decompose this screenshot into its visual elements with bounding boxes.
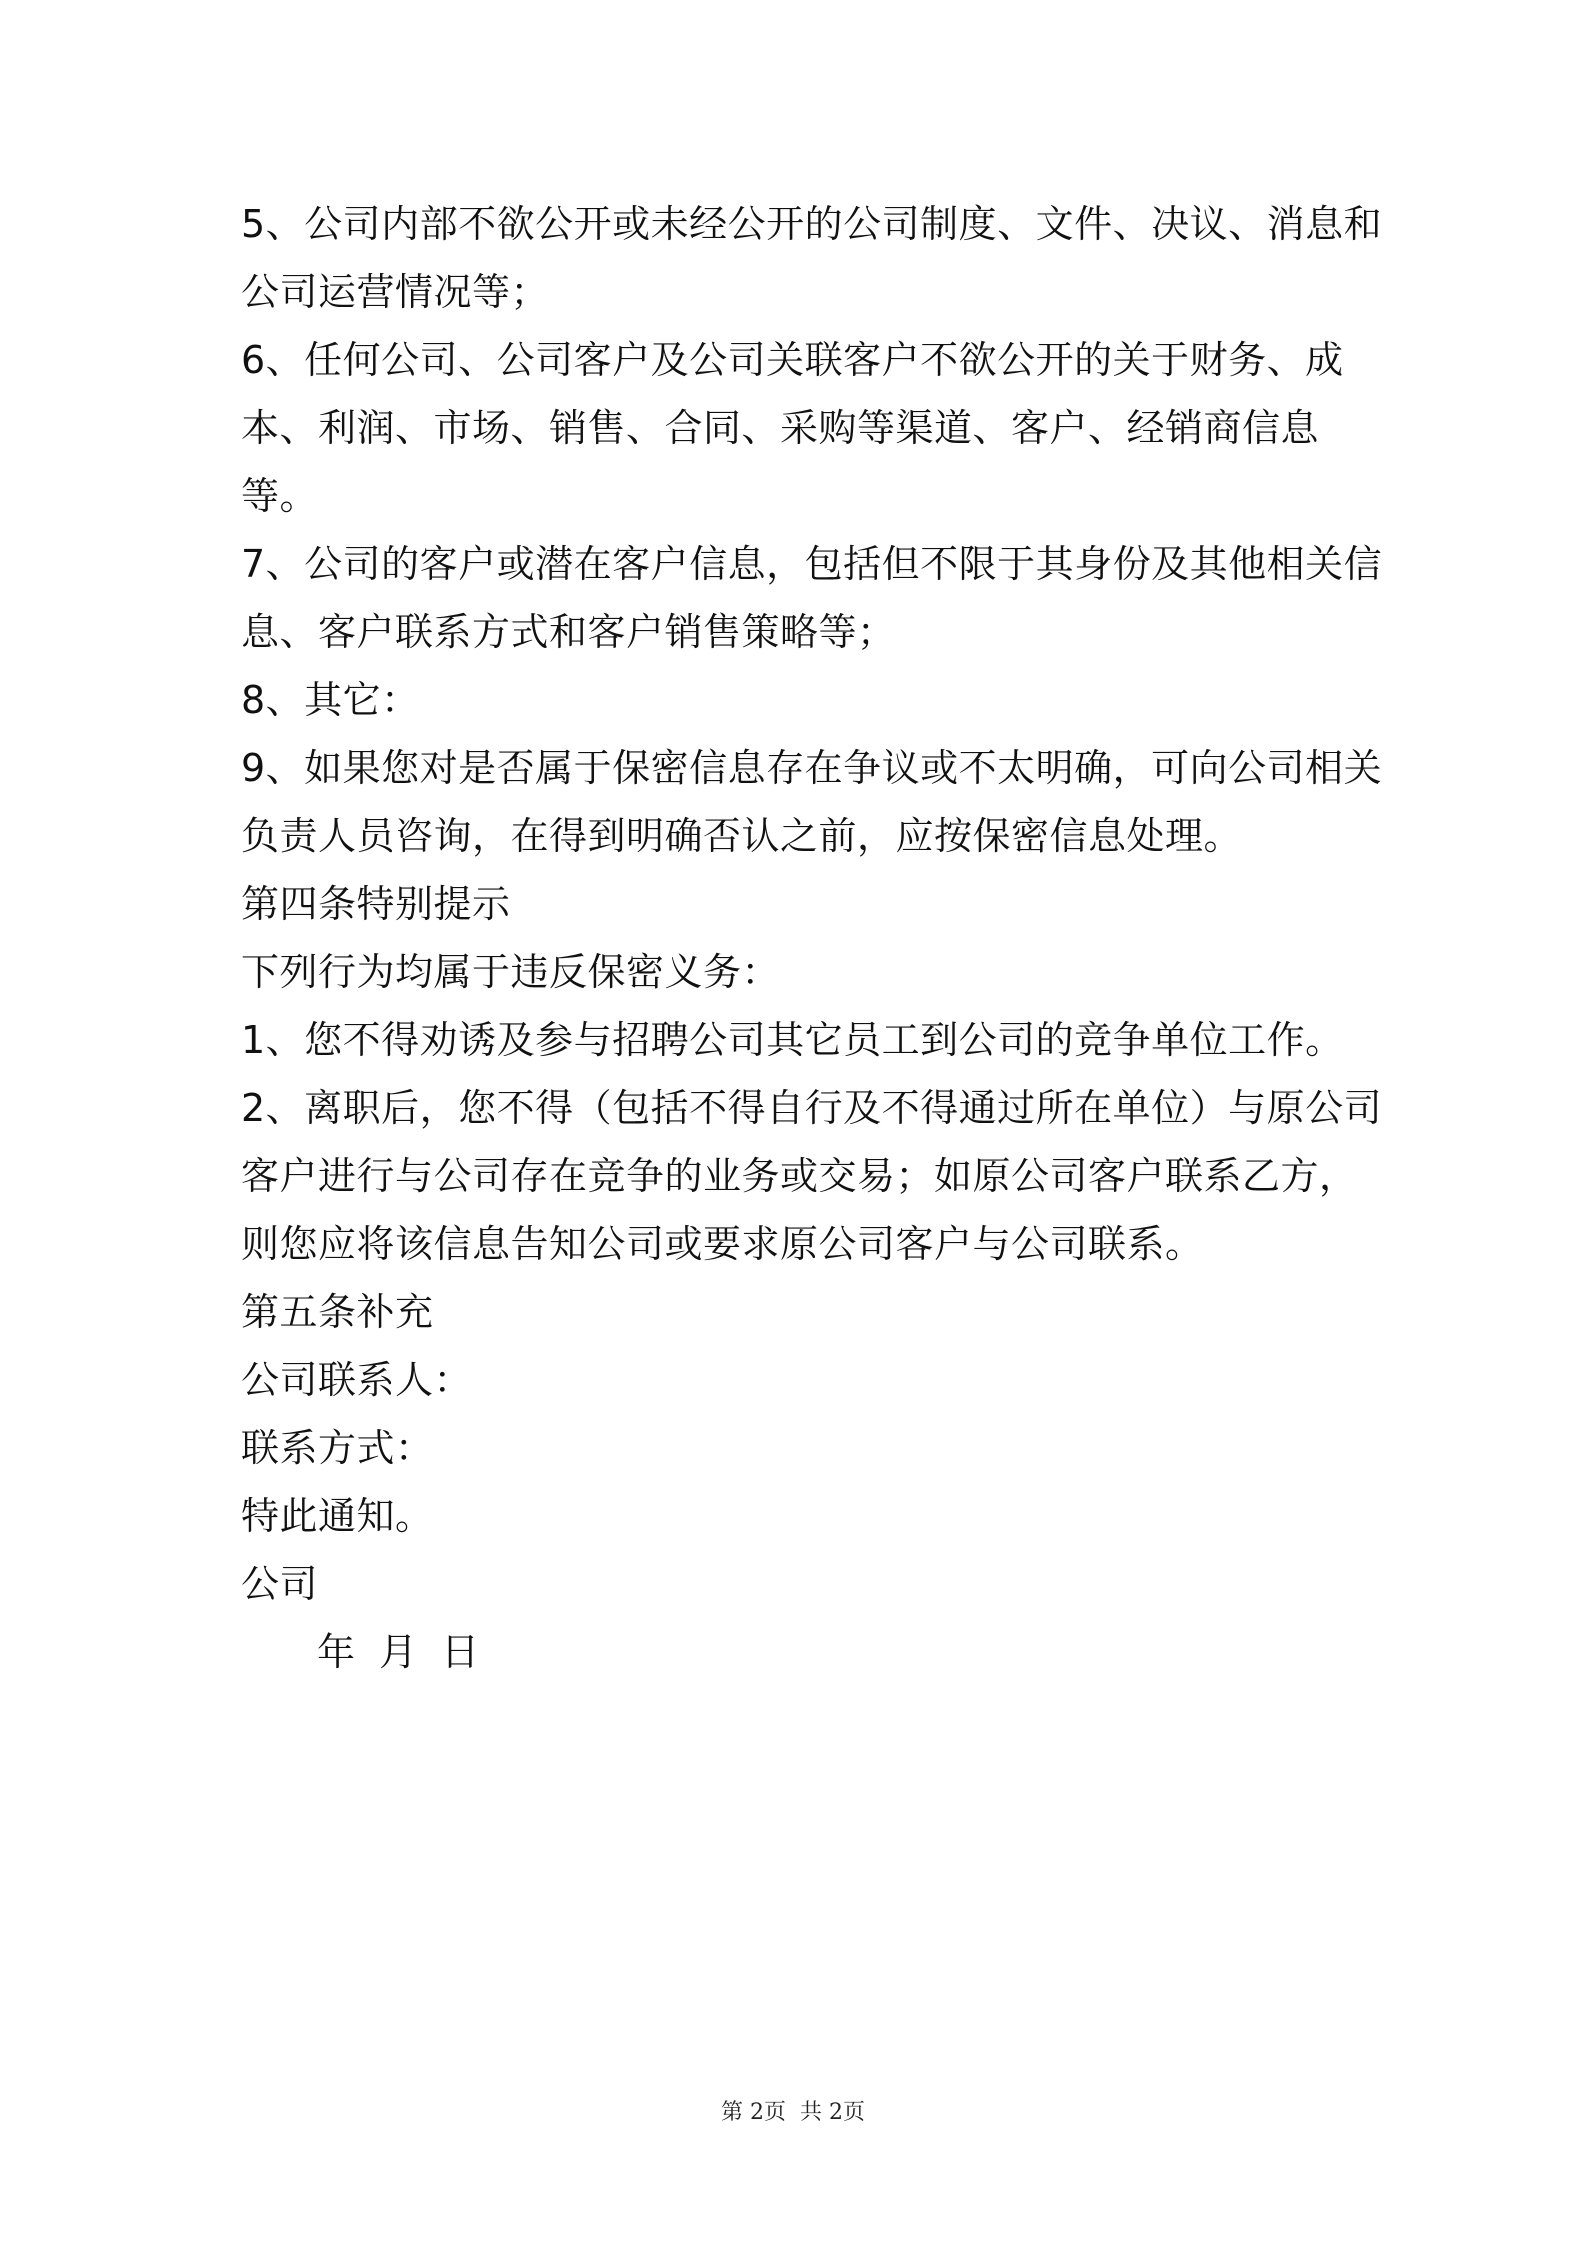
section-heading-4: 第四条特别提示 (241, 882, 511, 926)
text-line-6: 7、公司的客户或潜在客户信息，包括但不限于其身份及其他相关信 (241, 542, 1383, 586)
text-line-9: 9、如果您对是否属于保密信息存在争议或不太明确，可向公司相关 (241, 746, 1383, 790)
text-line-13: 1、您不得劝诱及参与招聘公司其它员工到公司的竞争单位工作。 (241, 1018, 1344, 1062)
text-line-12: 下列行为均属于违反保密义务： (241, 950, 781, 994)
notice-closing-line: 特此通知。 (241, 1494, 434, 1538)
text-line-1: 5、公司内部不欲公开或未经公开的公司制度、文件、决议、消息和 (241, 202, 1383, 246)
text-line-8: 8、其它： (241, 678, 420, 722)
document-body (241, 190, 1383, 1686)
text-line-10: 负责人员咨询，在得到明确否认之前，应按保密信息处理。 (241, 814, 1243, 858)
text-line-2: 公司运营情况等； (241, 270, 550, 314)
contact-method-line: 联系方式： (241, 1426, 434, 1470)
company-signature-line: 公司 (241, 1562, 319, 1606)
text-line-5: 等。 (241, 474, 319, 518)
text-line-3: 6、任何公司、公司客户及公司关联客户不欲公开的关于财务、成 (241, 338, 1344, 382)
section-heading-5: 第五条补充 (241, 1290, 434, 1334)
date-line: 年 月 日 (317, 1630, 486, 1674)
text-line-15: 客户进行与公司存在竞争的业务或交易；如原公司客户联系乙方， (241, 1154, 1358, 1198)
text-line-16: 则您应将该信息告知公司或要求原公司客户与公司联系。 (241, 1222, 1204, 1266)
text-line-4: 本、利润、市场、销售、合同、采购等渠道、客户、经销商信息 (241, 406, 1320, 450)
page-footer: 第 2页 共 2页 (721, 2100, 865, 2125)
text-line-7: 息、客户联系方式和客户销售策略等； (241, 610, 896, 654)
text-line-14: 2、离职后，您不得（包括不得自行及不得通过所在单位）与原公司 (241, 1086, 1383, 1130)
contact-person-line: 公司联系人： (241, 1358, 473, 1402)
